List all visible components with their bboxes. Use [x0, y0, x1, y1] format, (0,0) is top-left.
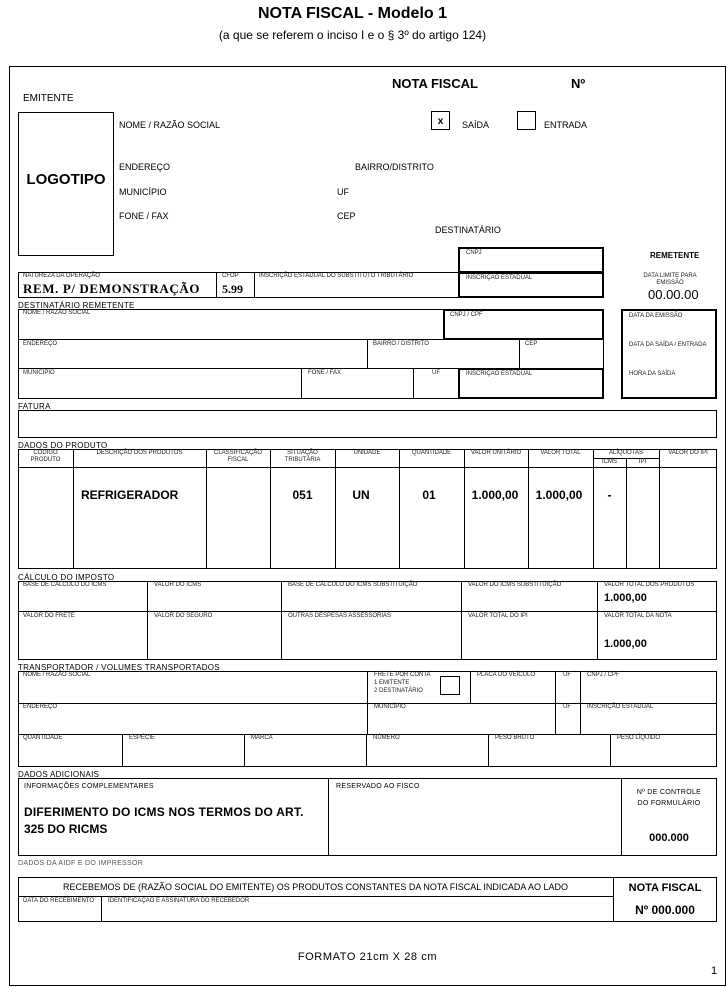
- data-emissao-label: DATA DA EMISSÃO: [629, 313, 683, 319]
- total-nota-value: 1.000,00: [604, 638, 647, 650]
- format-label: FORMATO 21cm X 28 cm: [297, 951, 438, 963]
- dates-block: [621, 309, 717, 399]
- receipt-signature-label: IDENTIFICAÇÃO E ASSINATURA DO RECEBEDOR: [108, 898, 250, 904]
- issuer-name-label: NOME / RAZÃO SOCIAL: [119, 120, 221, 130]
- page-title: NOTA FISCAL - Modelo 1: [257, 5, 448, 22]
- frete-emitente-label: 1 EMITENTE: [374, 680, 410, 686]
- issuer-cnpj-field[interactable]: [458, 247, 604, 273]
- base-subst-label: BASE DE CÁLCULO DO ICMS SUBSTITUIÇÃO: [288, 582, 418, 588]
- info-complementares-label: INFORMAÇÕES COMPLEMENTARES: [24, 783, 154, 790]
- total-produtos-value: 1.000,00: [604, 592, 647, 604]
- printer-data-label: DADOS DA AIDF E DO IMPRESSOR: [18, 860, 144, 867]
- frete-destinatario-label: 2 DESTINATÁRIO: [374, 688, 423, 694]
- recipient-city-label: MUNICÍPIO: [23, 370, 55, 376]
- fatura-box: [18, 410, 717, 438]
- recipient-name-label: NOME / RAZÃO SOCIAL: [23, 310, 91, 316]
- receipt-text: RECEBEMOS DE (RAZÃO SOCIAL DO EMITENTE) OS PRODUTOS CONSTANTES DA NOTA FISCAL INDICADA AO LADO: [63, 882, 568, 892]
- entrada-label: ENTRADA: [544, 120, 588, 130]
- product-description: REFRIGERADOR: [81, 488, 179, 502]
- marca-label: MARCA: [251, 735, 273, 741]
- recipient-district-label: BAIRRO / DISTRITO: [373, 341, 429, 347]
- col-valor-ipi: VALOR DO IPI: [668, 450, 708, 456]
- col-classificacao: CLASSIFICAÇÃO FISCAL: [213, 450, 262, 463]
- transp-uf2-label: UF: [563, 704, 571, 710]
- col-icms: ICMS: [602, 459, 617, 465]
- numero-label: NÚMERO: [373, 735, 400, 741]
- transp-cnpj-label: CNPJ / CPF: [587, 672, 620, 678]
- seguro-label: VALOR DO SEGURO: [154, 613, 213, 619]
- saida-check-mark: x: [437, 116, 444, 127]
- transp-city-label: MUNICÍPIO: [374, 704, 406, 710]
- issuer-cep-label: CEP: [337, 211, 356, 221]
- product-unidade: UN: [352, 488, 370, 502]
- nota-fiscal-heading: NOTA FISCAL: [392, 76, 478, 91]
- col-situacao: SITUAÇÃO TRIBUTÁRIA: [284, 450, 321, 463]
- recipient-section-title: DESTINATÁRIO REMETENTE: [18, 301, 135, 310]
- logo-placeholder: LOGOTIPO: [26, 171, 106, 188]
- info-line-2: 325 DO RICMS: [24, 822, 108, 836]
- cfop-value[interactable]: 5.99: [222, 282, 243, 296]
- placa-label: PLACA DO VEÍCULO: [477, 672, 536, 678]
- transp-uf-label: UF: [563, 672, 571, 678]
- saida-checkbox[interactable]: [431, 111, 450, 130]
- emitente-label: EMITENTE: [23, 93, 74, 104]
- data-limite-label: DATA LIMITE PARA EMISSÃO: [643, 273, 697, 286]
- ie-subst-label: INSCRIÇÃO ESTADUAL DO SUBSTITUTO TRIBUTÁRIO: [259, 273, 414, 279]
- product-icms: -: [607, 488, 612, 502]
- receipt-nf-number: Nº 000.000: [635, 903, 695, 917]
- transp-address-label: ENDEREÇO: [23, 704, 58, 710]
- nota-number-label: Nº: [571, 76, 586, 91]
- col-ipi: IPI: [638, 459, 647, 465]
- transp-ie-label: INSCRIÇÃO ESTADUAL: [587, 704, 654, 710]
- products-section-title: DADOS DO PRODUTO: [18, 441, 108, 450]
- recipient-phone-label: FONE / FAX: [308, 370, 342, 376]
- col-descricao: DESCRIÇÃO DOS PRODUTOS: [96, 450, 183, 456]
- peso-bruto-label: PESO BRUTO: [495, 735, 535, 741]
- outras-label: OUTRAS DESPESAS ASSESSÓRIAS: [288, 613, 392, 619]
- recipient-cnpj-field[interactable]: [443, 309, 604, 340]
- receipt-nf-label: NOTA FISCAL: [628, 882, 702, 894]
- issuer-district-label: BAIRRO/DISTRITO: [355, 162, 434, 172]
- transport-section-title: TRANSPORTADOR / VOLUMES TRANSPORTADOS: [18, 663, 220, 672]
- controle-line-2: DO FORMULÁRIO: [637, 800, 701, 807]
- valor-icms-label: VALOR DO ICMS: [154, 582, 202, 588]
- page-number: 1: [711, 965, 718, 977]
- info-line-1: DIFERIMENTO DO ICMS NOS TERMOS DO ART.: [24, 805, 304, 819]
- transp-name-label: NOME / RAZÃO SOCIAL: [23, 672, 91, 678]
- recipient-ie-label: INSCRIÇÃO ESTADUAL: [466, 371, 533, 377]
- issuer-uf-label: UF: [337, 187, 349, 197]
- issuer-ie-field[interactable]: [458, 272, 604, 298]
- remetente-label: REMETENTE: [650, 251, 700, 260]
- col-aliquotas: ALÍQUOTAS: [609, 450, 643, 456]
- issuer-address-label: ENDEREÇO: [119, 162, 171, 172]
- recipient-uf-label: UF: [432, 370, 440, 376]
- frete-checkbox[interactable]: [440, 676, 460, 695]
- logo-box: [18, 112, 114, 256]
- col-valor-total: VALOR TOTAL: [540, 450, 581, 456]
- issuer-ie-label: INSCRIÇÃO ESTADUAL: [466, 275, 533, 281]
- destinatario-label: DESTINATÁRIO: [435, 225, 501, 235]
- receipt-date-label: DATA DO RECEBIMENTO: [23, 898, 95, 904]
- product-valor-unit: 1.000,00: [471, 488, 519, 502]
- peso-liquido-label: PESO LÍQUIDO: [617, 735, 661, 741]
- controle-value: 000.000: [649, 832, 689, 844]
- col-unidade: UNIDADE: [353, 450, 381, 456]
- issuer-cnpj-label: CNPJ: [466, 250, 482, 256]
- tax-section-title: CÁLCULO DO IMPOSTO: [18, 573, 115, 582]
- issuer-city-label: MUNICÍPIO: [119, 187, 167, 197]
- valor-subst-label: VALOR DO ICMS SUBSTITUIÇÃO: [468, 582, 562, 588]
- product-situacao: 051: [292, 488, 313, 502]
- page-subtitle: (a que se referem o inciso I e o § 3º do artigo 124): [218, 28, 487, 42]
- product-quantidade: 01: [422, 488, 436, 502]
- controle-line-1: Nº DE CONTROLE: [636, 789, 702, 796]
- recipient-ie-field[interactable]: [458, 368, 604, 399]
- recipient-address-label: ENDEREÇO: [23, 341, 58, 347]
- frete-label: VALOR DO FRETE: [23, 613, 75, 619]
- cfop-label: CFOP: [222, 273, 239, 279]
- base-icms-label: BASE DE CÁLCULO DO ICMS: [23, 582, 107, 588]
- hora-saida-label: HORA DA SAÍDA: [629, 371, 676, 377]
- additional-section-title: DADOS ADICIONAIS: [18, 770, 100, 779]
- product-valor-total: 1.000,00: [535, 488, 583, 502]
- recipient-cnpj-label: CNPJ / CPF: [450, 312, 483, 318]
- total-produtos-label: VALOR TOTAL DOS PRODUTOS: [604, 582, 695, 588]
- fatura-section-title: FATURA: [18, 402, 51, 411]
- data-limite-value: 00.00.00: [648, 287, 699, 302]
- especie-label: ESPÉCIE: [129, 735, 156, 741]
- col-quantidade: QUANTIDADE: [411, 450, 452, 456]
- quantidade-label: QUANTIDADE: [23, 735, 63, 741]
- total-ipi-label: VALOR TOTAL DO IPI: [468, 613, 528, 619]
- natureza-label: NATUREZA DA OPERAÇÃO: [23, 273, 100, 279]
- col-valor-unit: VALOR UNITÁRIO: [470, 450, 522, 456]
- issuer-phone-label: FONE / FAX: [119, 211, 169, 221]
- frete-conta-label: FRETE POR CONTA: [374, 672, 431, 678]
- col-codigo: CÓDIGO PRODUTO: [30, 450, 61, 463]
- recipient-cep-label: CEP: [525, 341, 538, 347]
- fisco-label: RESERVADO AO FISCO: [336, 783, 420, 790]
- saida-label: SAÍDA: [462, 120, 490, 130]
- natureza-value[interactable]: REM. P/ DEMONSTRAÇÃO: [23, 281, 201, 296]
- entrada-checkbox[interactable]: [517, 111, 536, 130]
- total-nota-label: VALOR TOTAL DA NOTA: [604, 613, 672, 619]
- data-saida-label: DATA DA SAÍDA / ENTRADA: [629, 342, 707, 348]
